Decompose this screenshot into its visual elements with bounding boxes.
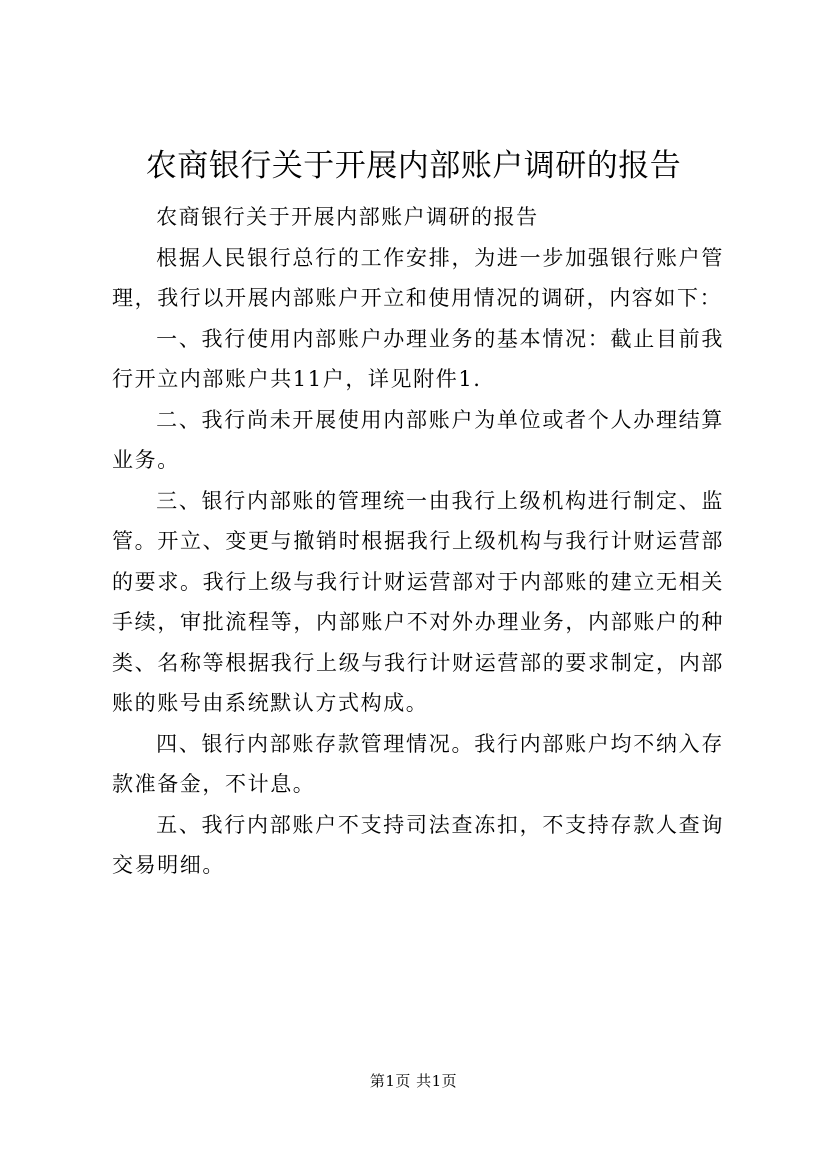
section-3-paragraph: 三、银行内部账的管理统一由我行上级机构进行制定、监管。开立、变更与撤销时根据我行上级机构与我行计财运营部的要求。我行上级与我行计财运营部对于内部账的建立无相关手续，审批流程等，内部账户不对外办理业务，内部账户的种类、名称等根据我行上级与我行计财运营部的要求制定，内部账的账号由系统默认方式构成。 bbox=[112, 488, 724, 715]
intro-paragraph: 根据人民银行总行的工作安排，为进一步加强银行账户管理，我行以开展内部账户开立和使用情况的调研，内容如下： bbox=[112, 245, 724, 310]
section-1-paragraph: 一、我行使用内部账户办理业务的基本情况：截止目前我行开立内部账户共11户，详见附件1. bbox=[112, 326, 724, 391]
page-number-footer: 第1页 共1页 bbox=[369, 1072, 458, 1090]
section-2-paragraph: 二、我行尚未开展使用内部账户为单位或者个人办理结算业务。 bbox=[112, 407, 724, 472]
document-body bbox=[112, 197, 724, 886]
section-4-paragraph: 四、银行内部账存款管理情况。我行内部账户均不纳入存款准备金，不计息。 bbox=[112, 731, 724, 796]
document-title: 农商银行关于开展内部账户调研的报告 bbox=[145, 148, 682, 184]
section-5-paragraph: 五、我行内部账户不支持司法查冻扣，不支持存款人查询交易明细。 bbox=[112, 812, 724, 877]
document-subtitle: 农商银行关于开展内部账户调研的报告 bbox=[156, 205, 539, 229]
